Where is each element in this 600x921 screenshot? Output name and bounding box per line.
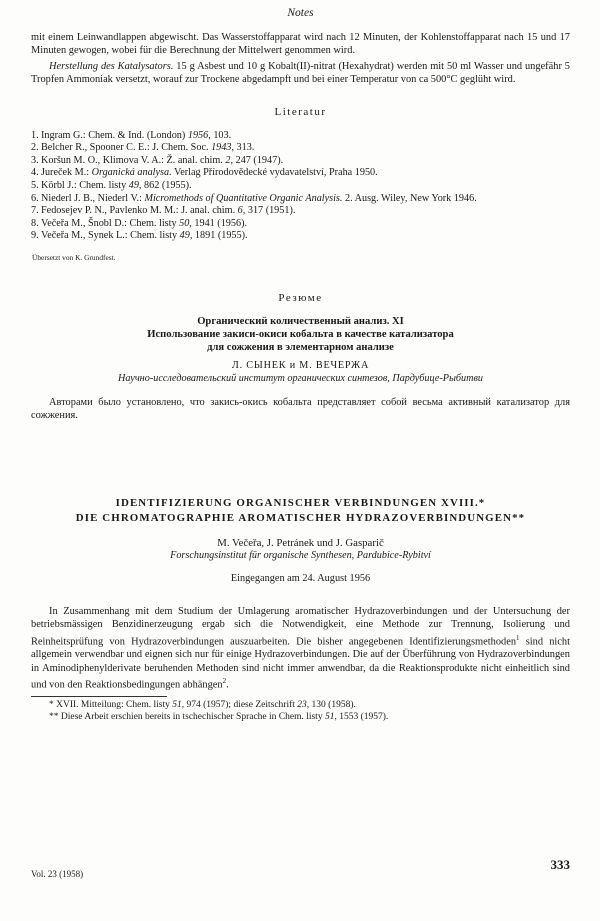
body-paragraph: [31, 605, 570, 692]
reference-text: , 1891 (1955).: [189, 230, 248, 242]
reference-italic: 1943: [211, 142, 232, 154]
ru-title: [31, 315, 570, 354]
reference-text: Ingram G.: Chem. & Ind. (London): [41, 129, 188, 141]
article-authors: M. Večeřa, J. Petránek und J. Gasparič: [217, 536, 384, 549]
body-text: .: [226, 679, 229, 691]
reference-text: , 313.: [231, 142, 255, 154]
catalyst-text: 15 g Asbest und 10 g Kobalt(II)-nitrat (Hexahydrat) werden mit 50 ml Wasser und ungefähr 5 Tropfen Ammoniak versetzt, worauf zur Trockene abgedampft und bei einer Temperatur von ca 500°C geglüht wird.: [31, 60, 570, 86]
reference-italic: Micromethods of Quantitative Organic Analysis.: [144, 192, 343, 204]
reference-italic: 50: [179, 217, 190, 229]
reference-text: , 247 (1947).: [230, 154, 284, 166]
reference-text: Niederl J. B., Niederl V.:: [41, 192, 145, 204]
running-head: Notes: [287, 7, 314, 19]
reference-number: 8.: [31, 217, 39, 229]
reference-italic: 49: [128, 180, 139, 191]
footnote-text: ** Diese Arbeit erschien bereits in tschechischer Sprache in Chem. listy: [49, 712, 325, 723]
reference-italic: Organická analysa.: [91, 167, 172, 179]
resume-heading: Резюме: [278, 291, 323, 304]
reference-italic: 2: [225, 154, 231, 166]
reference-number: 4.: [31, 167, 39, 179]
reference-text: Verlag Přírodovědecké vydavatelství, Praha 1950.: [171, 167, 378, 179]
reference-number: 7.: [31, 205, 39, 217]
footnote-2: [31, 711, 570, 723]
footnote-ref: 2: [222, 677, 227, 686]
reference-list: [31, 130, 570, 243]
reference-text: Körbl J.: Chem. listy: [41, 180, 129, 191]
received-date: Eingegangen am 24. August 1956: [230, 572, 371, 584]
reference-item: [31, 218, 570, 231]
footnote-volume: 51: [172, 700, 182, 711]
footnote-text: , 130 (1958).: [306, 700, 356, 711]
page-number: 333: [550, 857, 570, 872]
ru-title-line: Использование закиси-окиси кобальта в качестве катализатора: [147, 328, 454, 340]
reference-italic: 49: [179, 230, 190, 242]
article-title: [31, 496, 570, 526]
translator-note: Übersetzt von K. Grundfest.: [32, 252, 116, 262]
reference-item: [31, 130, 570, 143]
footnote-text: * XVII. Mitteilung: Chem. listy: [49, 700, 173, 711]
reference-text: Koršun M. O., Klimova V. A.: Ž. anal. chim.: [41, 154, 226, 166]
reference-item: [31, 167, 570, 180]
reference-text: , 862 (1955).: [138, 180, 192, 191]
reference-italic: 1956: [187, 129, 209, 141]
reference-item: [31, 205, 570, 218]
reference-number: 6.: [31, 192, 39, 204]
reference-italic: 6: [237, 205, 243, 217]
reference-number: 2.: [31, 142, 39, 154]
catalyst-lead: Herstellung des Katalysators.: [49, 60, 174, 72]
ru-title-line: Органический количественный анализ. XI: [197, 315, 404, 327]
article-title-line: IDENTIFIZIERUNG ORGANISCHER VERBINDUNGEN XVIII.*: [115, 496, 486, 509]
footnote-volume: 23: [297, 700, 307, 711]
reference-text: , 317 (1951).: [242, 205, 296, 217]
reference-number: 3.: [31, 154, 39, 166]
reference-text: Fedosejev P. N., Pavlenko M. M.: J. anal. chim.: [41, 205, 238, 217]
ru-authors: Л. СЫНЕК и М. ВЕЧЕРЖА: [231, 359, 370, 371]
reference-item: [31, 155, 570, 168]
reference-text: Jureček M.:: [41, 167, 92, 179]
reference-text: Večeřa M., Šnobl D.: Chem. listy: [41, 217, 180, 229]
reference-number: 1.: [31, 129, 39, 141]
footnote-text: , 1553 (1957).: [334, 712, 389, 723]
ru-title-line: для сожжения в элементарном анализе: [207, 341, 394, 353]
article-title-line: DIE CHROMATOGRAPHIE AROMATISCHER HYDRAZOVERBINDUNGEN**: [75, 511, 526, 524]
reference-text: , 103.: [208, 129, 232, 141]
reference-item: [31, 142, 570, 155]
reference-item: [31, 180, 570, 193]
reference-number: 9.: [31, 230, 39, 242]
reference-number: 5.: [31, 180, 39, 191]
top-paragraph: mit einem Leinwandlappen abgewischt. Das Wasserstoffapparat wird nach 12 Minuten, der Kohlenstoffapparat nach 15 und 17 Minuten gewogen, wobei für die Berechnung der Mittelwert genommen wird.: [31, 32, 570, 57]
footnote-rule: [31, 696, 167, 697]
footnote-ref: 1: [516, 633, 520, 642]
catalyst-paragraph: [31, 60, 570, 87]
article-institute: Forschungsinstitut für organische Synthesen, Pardubice-Rybitví: [170, 549, 431, 561]
footer-volume: Vol. 23 (1958): [31, 869, 84, 879]
body-text: In Zusammenhang mit dem Studium der Umlagerung aromatischer Hydrazoverbindungen und der Untersuchung der betriebsmässigen Benzidinerzeugung ergab sich die Notwendigkeit, eine Methode zur Trennung, Isolierung und Reinheitsprüfung von Hydrazoverbindungen auszuarbeiten. Die bisher angegebenen Identifizierungsmethoden: [31, 605, 570, 648]
footnote-volume: 51: [324, 712, 335, 723]
reference-text: Večeřa M., Synek L.: Chem. listy: [41, 230, 180, 242]
reference-text: 2. Ausg. Wiley, New York 1946.: [342, 192, 477, 204]
ru-abstract: Авторами было установлено, что закись-окись кобальта представляет собой весьма активный катализатор для сожжения.: [31, 396, 570, 422]
footnote-1: [31, 699, 570, 711]
reference-text: Belcher R., Spooner C. E.: J. Chem. Soc.: [41, 142, 212, 154]
footnote-text: , 974 (1957); diese Zeitschrift: [181, 700, 298, 711]
ru-institute: Научно-исследовательский институт органических синтезов, Пардубице-Рыбитви: [117, 372, 483, 384]
reference-item: [31, 230, 570, 243]
literatur-heading: Literatur: [274, 105, 327, 118]
reference-item: [31, 193, 570, 206]
reference-text: , 1941 (1956).: [189, 217, 248, 229]
body-text: sind nicht allgemein verwendbar und eignen sich nur für einige Hydrazoverbindungen. Die auf der Überführung von Hydrazoverbindungen in Aminodiphenylderivate beruhenden Methoden sind nicht immer anwendbar, da die Reaktionsprodukte nicht einheitlich sind und von den Reaktionsbedingungen abhängen: [31, 636, 570, 691]
